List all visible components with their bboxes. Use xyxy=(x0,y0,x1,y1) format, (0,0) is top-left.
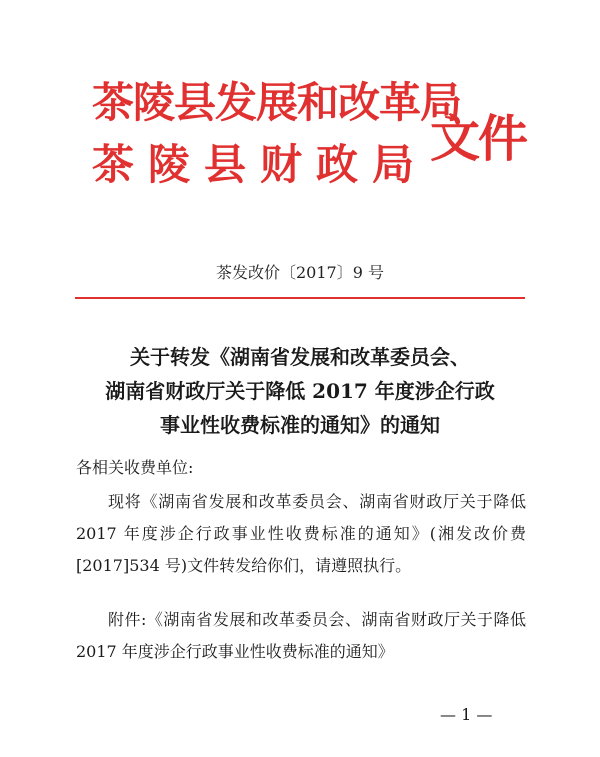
title-line-3: 事业性收费标准的通知》的通知 xyxy=(160,413,440,437)
issuing-agency-2: 茶陵县财政局 xyxy=(92,140,429,189)
body-paragraph xyxy=(76,486,526,582)
issuing-agency-1: 茶陵县发展和改革局 xyxy=(92,78,462,127)
title-line-1: 关于转发《湖南省发展和改革委员会、 xyxy=(130,345,470,369)
document-red-header xyxy=(92,70,526,220)
body-line-2: 2017 年度涉企行政事业性收费标准的通知》(湘发改价费 xyxy=(76,524,526,543)
body-line-3: [2017]534 号)文件转发给你们，请遵照执行。 xyxy=(76,556,412,575)
document-word: 文件 xyxy=(430,109,526,168)
attachment-paragraph xyxy=(76,604,526,668)
document-title xyxy=(60,340,540,442)
attachment-line-1: 附件:《湖南省发展和改革委员会、湖南省财政厅关于降低 xyxy=(108,610,526,629)
red-separator-line xyxy=(75,297,525,299)
body-line-1: 现将《湖南省发展和改革委员会、湖南省财政厅关于降低 xyxy=(108,492,526,511)
document-number: 茶发改价〔2017〕9 号 xyxy=(216,263,384,282)
page-number: — 1 — xyxy=(440,705,493,724)
title-line-2: 湖南省财政厅关于降低 2017 年度涉企行政 xyxy=(105,379,495,403)
salutation: 各相关收费单位: xyxy=(76,458,194,477)
attachment-line-2: 2017 年度涉企行政事业性收费标准的通知》 xyxy=(76,642,394,661)
